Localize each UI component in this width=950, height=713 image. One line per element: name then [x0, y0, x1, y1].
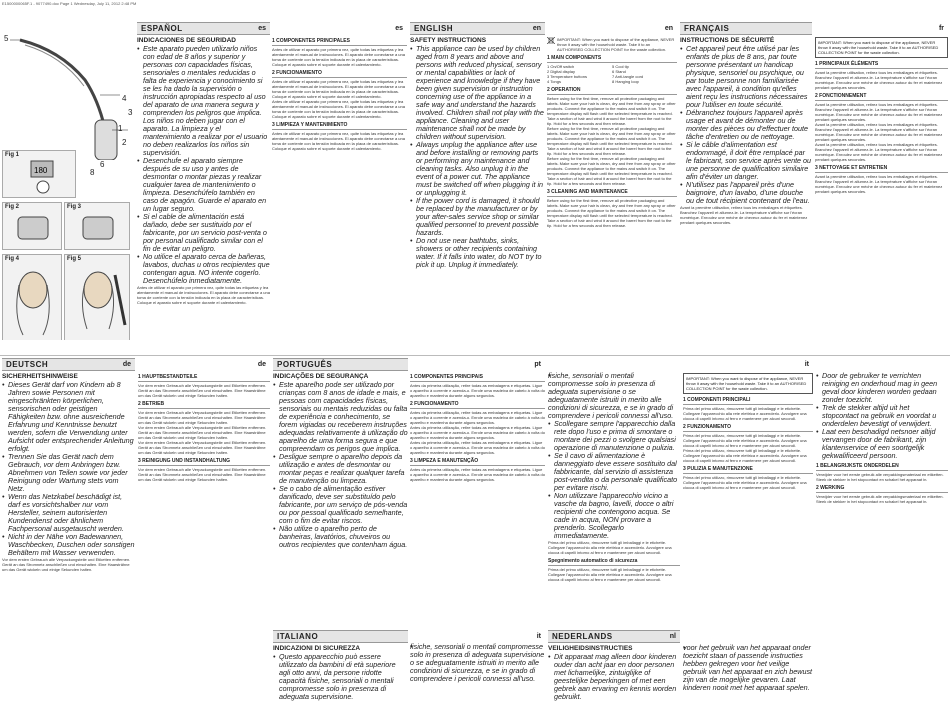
fr-bullet-2: • Débranchez toujours l'appareil après usage et avant de démonter ou de monter des pièces ou d'effectuer toute tâche d'entretien ou de nettoyage.: [680, 109, 812, 141]
svg-text:180: 180: [34, 166, 48, 175]
en-bullets: [410, 45, 545, 269]
en-sub1: 1 MAIN COMPONENTS: [547, 55, 677, 63]
es-column: [137, 22, 270, 340]
callout-1: 1: [118, 124, 123, 133]
es-sub3: 3 LIMPIEZA Y MANTENIMIENTO: [272, 122, 407, 130]
fr-ops-text-4: Avant la première utilisation, retirez tous les emballages et étiquettes. Branchez l'appareil et allumez-le. La température s'affiche sur l'écran numérique. Enroulez une mèche de cheveux autour du fer et maintenez pendant quelques secondes.: [815, 122, 943, 142]
de-sub1: 1 HAUPTBESTANDTEILE: [138, 374, 270, 382]
en-column: [410, 22, 545, 340]
fr-column: [680, 22, 812, 340]
de-sub3: 3 REINIGUNG UND INSTANDHALTUNG: [138, 458, 270, 466]
es-ops-text-2: Antes de utilizar el aparato por primera vez, quite todas las etiquetas y lea atentamente el manual de instrucciones. El aparato debe conectarse a una toma de corriente con la tensión indicada en la placa de características. Coloque el aparato sobre el soporte durante el calentamiento.: [272, 47, 405, 67]
nl-cont-bullet-1: • voor het gebruik van het apparaat onder toezicht staan of passende instructies hebben gekregen voor het veilige gebruik van het apparaat en zich bewust zijn van de mogelijke gevaren. Laat kinderen nooit met het apparaat spelen.: [683, 644, 813, 692]
fr-bullets: [680, 45, 812, 205]
de-sub2: 2 BETRIEB: [138, 401, 270, 409]
it-cont-bullet-3: • Se il cavo di alimentazione è danneggiato deve essere sostituito dal fabbricante, dal servizio di assistenza post-vendita o da personale qualificato per evitare rischi.: [548, 452, 680, 492]
en-ops-text-2: Before using for the first time, remove all protective packaging and labels. Make sure your hair is clean, dry and free from any spray or other products. Connect the appliance to the mains and switch it on. The temperature display will flash until the selected temperature is reached. Take a section of hair and wind it around the barrel from the root to the tip. Hold for a few seconds and then release.: [547, 126, 676, 156]
es-ops-text-4: Antes de utilizar el aparato por primera vez, quite todas las etiquetas y lea atentamente el manual de instrucciones. El aparato debe conectarse a una toma de corriente con la tensión indicada en la placa de características. Coloque el aparato sobre el soporte durante el calentamiento.: [272, 99, 405, 119]
de-bullet-1: • Dieses Gerät darf von Kindern ab 8 Jahren sowie Personen mit eingeschränkten körperlichen, sensorischen oder geistigen Fähigkeiten bzw. ohne ausreichende Erfahrung und Kenntnisse benutzt werden, sofern die Verwendung unter Aufsicht oder entsprechender Anleitung erfolgt.: [2, 381, 135, 453]
pt-continuation-column: pt 1 COMPONENTES PRINCIPAIS Antes da primeira utilização, retire todas as embalagens e etiquetas. Ligue o aparelho à corrente e acenda-o. Enrole uma madeixa de cabelo à volta do aparelho e mantenha durante alguns segundos. 2 FUNCIONAMENTO Antes da primeira utilização, retire todas as embalagens e etiquetas. Ligue o aparelho à corrente e acenda-o. Enrole uma madeixa de cabelo à volta do aparelho e mantenha durante alguns segundos. Antes da primeira utilização, retire todas as embalagens e etiquetas. Ligue o aparelho à corrente e acenda-o. Enrole uma madeixa de cabelo à volta do aparelho e mantenha durante alguns segundos. Antes da primeira utilização, retire todas as embalagens e etiquetas. Ligue o aparelho à corrente e acenda-o. Enrole uma madeixa de cabelo à volta do aparelho e mantenha durante alguns segundos. 3 LIMPEZA E MANUTENÇÃO Antes da primeira utilização, retire todas as embalagens e etiquetas. Ligue o aparelho à corrente e acenda-o. Enrole uma madeixa de cabelo à volta do aparelho e mantenha durante alguns segundos.: [410, 358, 545, 628]
de-ops-text: Vor dem ersten Gebrauch alle Verpackungsteile und Etiketten entfernen. Gerät an das Stromnetz anschließen und einschalten. Eine Haarsträhne um das Gerät wickeln und einige Sekunden halten.: [2, 557, 131, 572]
pt-ops-text-4: Antes da primeira utilização, retire todas as embalagens e etiquetas. Ligue o aparelho à corrente e acenda-o. Enrole uma madeixa de cabelo à volta do aparelho e mantenha durante alguns segundos.: [410, 440, 545, 455]
callout-5: 5: [4, 34, 9, 43]
de-bullet-4: • Nicht in der Nähe von Badewannen, Waschbecken, Duschen oder sonstigen Behältern mit Wasser verwenden.: [2, 533, 135, 557]
callout-8: 8: [90, 168, 95, 177]
en-ops-text: Before using for the first time, remove all protective packaging and labels. Make sure your hair is clean, dry and free from any spray or other products. Connect the appliance to the mains and switch it on. The temperature display will flash until the selected temperature is reached. Take a section of hair and wind it around the barrel from the root to the tip. Hold for a few seconds and then release.: [547, 96, 676, 126]
de-bullets: [2, 381, 135, 557]
de-ops-text-4: Vor dem ersten Gebrauch alle Verpackungsteile und Etiketten entfernen. Gerät an das Stromnetz anschließen und einschalten. Eine Haarsträhne um das Gerät wickeln und einige Sekunden halten.: [138, 425, 267, 440]
it-column: [273, 630, 408, 711]
nl-bullet-1: • Dit apparaat mag alleen door kinderen ouder dan acht jaar en door personen met lichamelijke, zintuiglijke of geestelijke beperkingen of met een gebrek aan ervaring en kennis worden gebruikt.: [548, 653, 680, 701]
fr-ops-text: Avant la première utilisation, retirez tous les emballages et étiquettes. Branchez l'appareil et allumez-le. La température s'affiche sur l'écran numérique. Enroulez une mèche de cheveux autour du fer et maintenez pendant quelques secondes.: [680, 205, 808, 225]
fr-sub1: 1 PRINCIPAUX ÉLÉMENTS: [815, 61, 948, 69]
fr-section-title: INSTRUCTIONS DE SÉCURITÉ: [680, 37, 775, 44]
de-column: [2, 358, 135, 711]
pt-ops-text-5: Antes da primeira utilização, retire todas as embalagens e etiquetas. Ligue o aparelho à corrente e acenda-o. Enrole uma madeixa de cabelo à volta do aparelho e mantenha durante alguns segundos.: [410, 467, 545, 482]
nl-bullet-2: • Door de gebruiker te verrichten reiniging en onderhoud mag in geen geval door kinderen worden gedaan zonder toezicht.: [816, 372, 948, 404]
fr-ops-text-2: Avant la première utilisation, retirez tous les emballages et étiquettes. Branchez l'appareil et allumez-le. La température s'affiche sur l'écran numérique. Enroulez une mèche de cheveux autour du fer et maintenez pendant quelques secondes.: [815, 70, 943, 90]
pt-bullet-4: • Não utilize o aparelho perto de banheiras, lavatórios, chuveiros ou outros recipientes que contenham água.: [273, 525, 408, 549]
de-bullet-3: • Wenn das Netzkabel beschädigt ist, darf es vorsichtshalber nur vom Hersteller, seinem autorisierten Kundendienst oder ähnlichem Fachpersonal ausgetauscht werden.: [2, 493, 135, 533]
pt-bullet-1: • Este aparelho pode ser utilizado por crianças com 8 anos de idade e mais, e pessoas com capacidades físicas, sensoriais ou mentais reduzidas ou falta de experiência e conhecimento, se forem vigiadas ou receberem instruções adequadas relativamente à utilização do aparelho de uma forma segura e que compreendam os perigos que implica.: [273, 381, 408, 453]
de-ops-text-5: Vor dem ersten Gebrauch alle Verpackungsteile und Etiketten entfernen. Gerät an das Stromnetz anschließen und einschalten. Eine Haarsträhne um das Gerät wickeln und einige Sekunden halten.: [138, 440, 267, 455]
en-bullet-2: • Always unplug the appliance after use and before installing or removing parts or performing any maintenance and cleaning tasks. Also unplug it in the event of a power cut. The appliance must be switched off when plugging it in or unplugging it.: [410, 141, 545, 197]
de-continuation-column: de 1 HAUPTBESTANDTEILE Vor dem ersten Gebrauch alle Verpackungsteile und Etiketten entfernen. Gerät an das Stromnetz anschließen und einschalten. Eine Haarsträhne um das Gerät wickeln und einige Sekunden halten. 2 BETRIEB Vor dem ersten Gebrauch alle Verpackungsteile und Etiketten entfernen. Gerät an das Stromnetz anschließen und einschalten. Eine Haarsträhne um das Gerät wickeln und einige Sekunden halten. Vor dem ersten Gebrauch alle Verpackungsteile und Etiketten entfernen. Gerät an das Stromnetz anschließen und einschalten. Eine Haarsträhne um das Gerät wickeln und einige Sekunden halten. Vor dem ersten Gebrauch alle Verpackungsteile und Etiketten entfernen. Gerät an das Stromnetz anschließen und einschalten. Eine Haarsträhne um das Gerät wickeln und einige Sekunden halten. 3 REINIGUNG UND INSTANDHALTUNG Vor dem ersten Gebrauch alle Verpackungsteile und Etiketten entfernen. Gerät an das Stromnetz anschließen und einschalten. Eine Haarsträhne um das Gerät wickeln und einige Sekunden halten.: [138, 358, 270, 711]
es-header: ESPAÑOL es: [137, 22, 270, 35]
es-ops-text-3: Antes de utilizar el aparato por primera vez, quite todas las etiquetas y lea atentamente el manual de instrucciones. El aparato debe conectarse a una toma de corriente con la tensión indicada en la placa de características. Coloque el aparato sobre el soporte durante el calentamiento.: [272, 79, 405, 99]
fr-ops-text-6: Avant la première utilisation, retirez tous les emballages et étiquettes. Branchez l'appareil et allumez-le. La température s'affiche sur l'écran numérique. Enroulez une mèche de cheveux autour du fer et maintenez pendant quelques secondes.: [815, 174, 943, 194]
nl-section-title: VEILIGHEIDSINSTRUCTIES: [548, 645, 633, 652]
figure-5: Fig 5: [64, 254, 130, 340]
pt-bullets: [273, 381, 408, 549]
it-cont-bullet-4: • Non utilizzare l'apparecchio vicino a vasche da bagno, lavelli, docce o altri recipienti che contengono acqua. Se cade in acqua, NON provare a prenderlo. Scollegarlo immediatamente.: [548, 492, 680, 540]
en-header: ENGLISH en: [410, 22, 545, 35]
figure-2: Fig 2: [2, 202, 62, 250]
en-continuation-column: en IMPORTANT: When you want to dispose of the appliance, NEVER throw it away with the household waste. Take it to an AUTHORISED COLLECTION POINT for the waste collection. 1 MAIN COMPONENTS 1 On/Off switch 5 Cool tip 2 Digital display 6 Stand 3 Temperature buttons 7 Anti-tangle cord 4 Tongs 8 Hanging loop 2 OPERATION Before using for the first time, remove all protective packaging and labels. Make sure your hair is clean, dry and free from any spray or other products. Connect the appliance to the mains and switch it on. The temperature display will flash until the selected temperature is reached. Take a section of hair and wind it around the barrel from the root to the tip. Hold for a few seconds and then release. Before using for the first time, remove all protective packaging and labels. Make sure your hair is clean, dry and free from any spray or other products. Connect the appliance to the mains and switch it on. The temperature display will flash until the selected temperature is reached. Take a section of hair and wind it around the barrel from the root to the tip. Hold for a few seconds and then release. Before using for the first time, remove all protective packaging and labels. Make sure your hair is clean, dry and free from any spray or other products. Connect the appliance to the mains and switch it on. The temperature display will flash until the selected temperature is reached. Take a section of hair and wind it around the barrel from the root to the tip. Hold for a few seconds and then release. 3 CLEANING AND MAINTENANCE Before using for the first time, remove all protective packaging and labels. Make sure your hair is clean, dry and free from any spray or other products. Connect the appliance to the mains and switch it on. The temperature display will flash until the selected temperature is reached. Take a section of hair and wind it around the barrel from the root to the tip. Hold for a few seconds and then release.: [547, 22, 677, 340]
figure-4: Fig 4: [2, 254, 62, 340]
it-bullet-1: • Questo apparecchio può essere utilizzato da bambini di età superiore agli otto anni, da persone ridotte capacità fisiche, sensoriali o mentali compromesse solo in presenza di adeguata supervisione.: [273, 653, 408, 701]
pt-bullet-2: • Desligue sempre o aparelho depois da utilização e antes de desmontar ou montar peças e realizar qualquer tarefa de manutenção ou limpeza.: [273, 453, 408, 485]
it-bullets: [273, 653, 408, 701]
it-cont-bullets: [548, 358, 680, 540]
nl-ops-text: Verwijder voor het eerste gebruik alle verpakkingsmateriaal en etiketten. Steek de stekker in het stopcontact en schakel het apparaat in.: [816, 472, 944, 482]
it-ops-text-2: Prima del primo utilizzo, rimuovere tutti gli imballaggi e le etichette. Collegare l'apparecchio alla rete elettrica e accenderlo. Avvolgere una ciocca di capelli intorno al ferro e mantenere per alcuni secondi.: [548, 567, 672, 582]
pt-ops-text: Antes da primeira utilização, retire todas as embalagens e etiquetas. Ligue o aparelho à corrente e acenda-o. Enrole uma madeixa de cabelo à volta do aparelho e mantenha durante alguns segundos.: [410, 383, 545, 398]
pt-column: [273, 358, 408, 628]
nl-bullets: [548, 653, 680, 701]
es-bullet-1: • Este aparato pueden utilizarlo niños con edad de 8 años y superior y personas con capacidades físicas, sensoriales o mentales reducidas o falta de experiencia y conocimiento si se les ha dado la supervisión o instrucción apropiadas respecto al uso del aparato de una manera segura y comprenden los peligros que implica. Los niños no deben jugar con el aparato. La limpieza y el mantenimiento a realizar por el usuario no deben realizarlos los niños sin supervisión.: [137, 45, 270, 157]
en-ops-text-3: Before using for the first time, remove all protective packaging and labels. Make sure your hair is clean, dry and free from any spray or other products. Connect the appliance to the mains and switch it on. The temperature display will flash until the selected temperature is reached. Take a section of hair and wind it around the barrel from the root to the tip. Hold for a few seconds and then release.: [547, 156, 676, 186]
curling-iron-illustration: [0, 10, 135, 160]
pt-header: PORTUGUÊS: [273, 358, 408, 371]
pt-ops-text-3: Antes da primeira utilização, retire todas as embalagens e etiquetas. Ligue o aparelho à corrente e acenda-o. Enrole uma madeixa de cabelo à volta do aparelho e mantenha durante alguns segundos.: [410, 425, 545, 440]
nl-right-bullets: [816, 358, 948, 460]
it-sub3: 3 PULIZIA E MANUTENZIONE: [683, 466, 813, 474]
figure-1: Fig 1 180: [2, 150, 76, 198]
en-ops-text-4: Before using for the first time, remove all protective packaging and labels. Make sure your hair is clean, dry and free from any spray or other products. Connect the appliance to the mains and switch it on. The temperature display will flash until the selected temperature is reached. Take a section of hair and wind it around the barrel from the root to the tip. Hold for a few seconds and then release.: [547, 198, 676, 228]
en-bullet-1: • This appliance can be used by children aged from 8 years and above and persons with reduced physical, sensory or mental capabilities or lack of experience and knowledge if they have been given supervision or instruction concerning use of the appliance in a safe way and understand the hazards involved. Children shall not play with the appliance. Cleaning and user maintenance shall not be made by children without supervision.: [410, 45, 545, 141]
pt-sub2: 2 FUNCIONAMENTO: [410, 401, 545, 409]
nl-column: [548, 630, 680, 711]
fr-sub2: 2 FONCTIONNEMENT: [815, 93, 948, 101]
de-bullet-2: • Trennen Sie das Gerät nach dem Gebrauch, vor dem Anbringen bzw. Abnehmen von Teilen sowie vor jeder Reinigung oder Wartung stets vom Netz.: [2, 453, 135, 493]
pt-section-title: INDICAÇÕES DE SEGURANÇA: [273, 373, 369, 380]
callout-2: 2: [122, 138, 127, 147]
it-bullet-cont: • fisiche, sensoriali o mentali compromesse solo in presenza di adeguata supervisione o se adeguatamente istruiti in merito alle condizioni di sicurezza, e se in grado di comprendere i pericoli connessi all'uso.: [410, 643, 545, 683]
it-ops-text-6: Prima del primo utilizzo, rimuovere tutti gli imballaggi e le etichette. Collegare l'apparecchio alla rete elettrica e accenderlo. Avvolgere una ciocca di capelli intorno al ferro e mantenere per alcuni secondi.: [683, 475, 807, 490]
es-sub1: 1 COMPONENTES PRINCIPALES: [272, 38, 407, 46]
fr-sub3: 3 NETTOYAGE ET ENTRETIEN: [815, 165, 948, 173]
it-ops-text-5: Prima del primo utilizzo, rimuovere tutti gli imballaggi e le etichette. Collegare l'apparecchio alla rete elettrica e accenderlo. Avvolgere una ciocca di capelli intorno al ferro e mantenere per alcuni secondi.: [683, 448, 807, 463]
it-sub1: 1 COMPONENTI PRINCIPALI: [683, 397, 813, 405]
fr-bullet-1: • Cet appareil peut être utilisé par les enfants de plus de 8 ans, par toute personne présentant un handicap physique, sensoriel ou psychique, ou par toute personne non familiarisée avec l'appareil, à condition qu'elles aient reçu les instructions nécessaires pour l'utiliser en toute sécurité.: [680, 45, 812, 109]
it-cont-bullet-2: • Scollegare sempre l'apparecchio dalla rete dopo l'uso e prima di smontare o montare dei pezzi o svolgere qualsiasi operazione di manutenzione o pulizia.: [548, 420, 680, 452]
callout-3: 3: [128, 108, 133, 117]
it-ops-text: Prima del primo utilizzo, rimuovere tutti gli imballaggi e le etichette. Collegare l'apparecchio alla rete elettrica e accenderlo. Avvolgere una ciocca di capelli intorno al ferro e mantenere per alcuni secondi.: [548, 540, 672, 555]
en-bullet-3: • If the power cord is damaged, it should be replaced by the manufacturer or by your after-sales service shop or similar qualified personnel to prevent possible hazards.: [410, 197, 545, 237]
fr-ops-text-5: Avant la première utilisation, retirez tous les emballages et étiquettes. Branchez l'appareil et allumez-le. La température s'affiche sur l'écran numérique. Enroulez une mèche de cheveux autour du fer et maintenez pendant quelques secondes.: [815, 142, 943, 162]
de-section-title: SICHERHEITSHINWEISE: [2, 373, 78, 380]
pt-bullet-3: • Se o cabo de alimentação estiver danificado, deve ser substituído pelo fabricante, por um serviço de pós-venda ou por pessoal qualificado semelhante, com o fim de evitar riscos.: [273, 485, 408, 525]
es-section-title: INDICACIONES DE SEGURIDAD: [137, 37, 236, 44]
nl-sub1: 1 BELANGRIJKSTE ONDERDELEN: [816, 463, 948, 471]
print-header: E1500000065F.1 - 9077490.doc Page 1 Wednesday, July 11, 2012 2:48 PM: [2, 1, 137, 6]
fr-bullet-4: • N'utilisez pas l'appareil près d'une baignoire, d'un lavabo, d'une douche ou de tout récipient contenant de l'eau.: [680, 181, 812, 205]
de-header: DEUTSCH de: [2, 358, 135, 371]
de-ops-text-2: Vor dem ersten Gebrauch alle Verpackungsteile und Etiketten entfernen. Gerät an das Stromnetz anschließen und einschalten. Eine Haarsträhne um das Gerät wickeln und einige Sekunden halten.: [138, 383, 267, 398]
nl-header: NEDERLANDS nl: [548, 630, 680, 643]
fr-header: FRANÇAIS: [680, 22, 812, 35]
es-bullets: [137, 45, 270, 285]
en-bullet-4: • Do not use near bathtubs, sinks, showers or other recipients containing water. If it falls into water, do NOT try to pick it up. Unplug it immediately.: [410, 237, 545, 269]
es-bullet-3: • Si el cable de alimentación está dañado, debe ser sustituido por el fabricante, por un servicio post-venta o por personal cualificado similar con el fin de evitar un peligro.: [137, 213, 270, 253]
en-section-title: SAFETY INSTRUCTIONS: [410, 37, 487, 44]
nl-continuation-bottom: [683, 630, 813, 711]
es-sub2: 2 FUNCIONAMIENTO: [272, 70, 407, 78]
nl-ops-text-2: Verwijder voor het eerste gebruik alle verpakkingsmateriaal en etiketten. Steek de stekker in het stopcontact en schakel het apparaat in.: [816, 494, 944, 504]
it-ops-text-4: Prima del primo utilizzo, rimuovere tutti gli imballaggi e le etichette. Collegare l'apparecchio alla rete elettrica e accenderlo. Avvolgere una ciocca di capelli intorno al ferro e mantenere per alcuni secondi.: [683, 433, 807, 448]
es-bullet-4: • No utilice el aparato cerca de bañeras, lavabos, duchas u otros recipientes que contengan agua. NO intente cogerlo. Desenchúfelo inmediatamente.: [137, 253, 270, 285]
nl-bullet-4: • Laat een beschadigd netsnoer altijd vervangen door de fabrikant, zijn klantenservice of een soortgelijk gekwalificeerd persoon.: [816, 428, 948, 460]
it-section-title: INDICAZIONI DI SICUREZZA: [273, 645, 361, 652]
it-continuation-top: it • fisiche, sensoriali o mentali compromesse solo in presenza di adeguata supervisione o se adeguatamente istruiti in merito alle condizioni di sicurezza, e se in grado di comprendere i pericoli connessi all'uso.: [410, 630, 545, 711]
fr-bullet-3: • Si le câble d'alimentation est endommagé, il doit être remplacé par le fabricant, son service après vente ou une personne de qualification similaire afin d'éviter un danger.: [680, 141, 812, 181]
crossed-bin-icon: [547, 37, 555, 44]
en-components-list: 1 On/Off switch 5 Cool tip 2 Digital display 6 Stand 3 Temperature buttons 7 Anti-tangle cord 4 Tongs 8 Hanging loop: [547, 64, 644, 84]
it-header: ITALIANO: [273, 630, 408, 643]
figure-3: Fig 3: [64, 202, 130, 250]
callout-4: 4: [122, 94, 127, 103]
en-sub2: 2 OPERATION: [547, 87, 677, 95]
en-recycle-warning: IMPORTANT: When you want to dispose of the appliance, NEVER throw it away with the household waste. Take it to an AUTHORISED COLLECTION POINT for the waste collection.: [547, 37, 677, 52]
it-recycle-warning: IMPORTANT: When you want to dispose of the appliance, NEVER throw it away with the household waste. Take it to an AUTHORISED COLLECTION POINT for the waste collection.: [683, 373, 813, 394]
page-fold-line: [0, 355, 950, 356]
it-cont-bullet-1: • fisiche, sensoriali o mentali compromesse solo in presenza di adeguata supervisione o se adeguatamente istruiti in merito alle condizioni di sicurezza, e se in grado di comprendere i pericoli connessi all'uso.: [548, 372, 680, 420]
de-ops-text-3: Vor dem ersten Gebrauch alle Verpackungsteile und Etiketten entfernen. Gerät an das Stromnetz anschließen und einschalten. Eine Haarsträhne um das Gerät wickeln und einige Sekunden halten.: [138, 410, 267, 425]
es-ops-text-5: Antes de utilizar el aparato por primera vez, quite todas las etiquetas y lea atentamente el manual de instrucciones. El aparato debe conectarse a una toma de corriente con la tensión indicada en la placa de características. Coloque el aparato sobre el soporte durante el calentamiento.: [272, 131, 405, 151]
fr-recycle-warning: IMPORTANT: When you want to dispose of the appliance, NEVER throw it away with the household waste. Take it to an AUTHORISED COLLECTION POINT for the waste collection.: [815, 37, 948, 58]
callout-6: 6: [100, 160, 105, 169]
pt-sub3: 3 LIMPEZA E MANUTENÇÃO: [410, 458, 545, 466]
es-bullet-2: • Desenchufe el aparato siempre después de su uso y antes de desmontar o montar piezas y realizar cualquier tarea de mantenimiento o limpieza. Desenchúfelo también en caso de apagón. Guarde el aparato en un lugar seguro.: [137, 157, 270, 213]
it-auto-off: Spegnimento automatico di sicurezza: [548, 558, 680, 566]
en-sub3: 3 CLEANING AND MAINTENANCE: [547, 189, 677, 197]
nl-right-column: [816, 358, 948, 711]
figures-column: [0, 10, 135, 340]
it-continuation-column: it IMPORTANT: When you want to dispose of the appliance, NEVER throw it away with the household waste. Take it to an AUTHORISED COLLECTION POINT for the waste collection. 1 COMPONENTI PRINCIPALI Prima del primo utilizzo, rimuovere tutti gli imballaggi e le etichette. Collegare l'apparecchio alla rete elettrica e accenderlo. Avvolgere una ciocca di capelli intorno al ferro e mantenere per alcuni secondi. 2 FUNZIONAMENTO Prima del primo utilizzo, rimuovere tutti gli imballaggi e le etichette. Collegare l'apparecchio alla rete elettrica e accenderlo. Avvolgere una ciocca di capelli intorno al ferro e mantenere per alcuni secondi. Prima del primo utilizzo, rimuovere tutti gli imballaggi e le etichette. Collegare l'apparecchio alla rete elettrica e accenderlo. Avvolgere una ciocca di capelli intorno al ferro e mantenere per alcuni secondi. 3 PULIZIA E MANUTENZIONE Prima del primo utilizzo, rimuovere tutti gli imballaggi e le etichette. Collegare l'apparecchio alla rete elettrica e accenderlo. Avvolgere una ciocca di capelli intorno al ferro e mantenere per alcuni secondi.: [683, 358, 813, 628]
es-continuation-column: es 1 COMPONENTES PRINCIPALES Antes de utilizar el aparato por primera vez, quite todas las etiquetas y lea atentamente el manual de instrucciones. El aparato debe conectarse a una toma de corriente con la tensión indicada en la placa de características. Coloque el aparato sobre el soporte durante el calentamiento. 2 FUNCIONAMIENTO Antes de utilizar el aparato por primera vez, quite todas las etiquetas y lea atentamente el manual de instrucciones. El aparato debe conectarse a una toma de corriente con la tensión indicada en la placa de características. Coloque el aparato sobre el soporte durante el calentamiento. Antes de utilizar el aparato por primera vez, quite todas las etiquetas y lea atentamente el manual de instrucciones. El aparato debe conectarse a una toma de corriente con la tensión indicada en la placa de características. Coloque el aparato sobre el soporte durante el calentamiento. 3 LIMPIEZA Y MANTENIMIENTO Antes de utilizar el aparato por primera vez, quite todas las etiquetas y lea atentamente el manual de instrucciones. El aparato debe conectarse a una toma de corriente con la tensión indicada en la placa de características. Coloque el aparato sobre el soporte durante el calentamiento.: [272, 22, 407, 340]
pt-sub1: 1 COMPONENTES PRINCIPAIS: [410, 374, 545, 382]
de-ops-text-6: Vor dem ersten Gebrauch alle Verpackungsteile und Etiketten entfernen. Gerät an das Stromnetz anschließen und einschalten. Eine Haarsträhne um das Gerät wickeln und einige Sekunden halten.: [138, 467, 267, 482]
fr-continuation-column: fr IMPORTANT: When you want to dispose of the appliance, NEVER throw it away with the household waste. Take it to an AUTHORISED COLLECTION POINT for the waste collection. 1 PRINCIPAUX ÉLÉMENTS Avant la première utilisation, retirez tous les emballages et étiquettes. Branchez l'appareil et allumez-le. La température s'affiche sur l'écran numérique. Enroulez une mèche de cheveux autour du fer et maintenez pendant quelques secondes. 2 FONCTIONNEMENT Avant la première utilisation, retirez tous les emballages et étiquettes. Branchez l'appareil et allumez-le. La température s'affiche sur l'écran numérique. Enroulez une mèche de cheveux autour du fer et maintenez pendant quelques secondes. Avant la première utilisation, retirez tous les emballages et étiquettes. Branchez l'appareil et allumez-le. La température s'affiche sur l'écran numérique. Enroulez une mèche de cheveux autour du fer et maintenez pendant quelques secondes. Avant la première utilisation, retirez tous les emballages et étiquettes. Branchez l'appareil et allumez-le. La température s'affiche sur l'écran numérique. Enroulez une mèche de cheveux autour du fer et maintenez pendant quelques secondes. 3 NETTOYAGE ET ENTRETIEN Avant la première utilisation, retirez tous les emballages et étiquettes. Branchez l'appareil et allumez-le. La température s'affiche sur l'écran numérique. Enroulez une mèche de cheveux autour du fer et maintenez pendant quelques secondes.: [815, 22, 948, 340]
pt-ops-text-2: Antes da primeira utilização, retire todas as embalagens e etiquetas. Ligue o aparelho à corrente e acenda-o. Enrole uma madeixa de cabelo à volta do aparelho e mantenha durante alguns segundos.: [410, 410, 545, 425]
nl-bullet-3: • Trek de stekker altijd uit het stopcontact na gebruik en voordat u onderdelen bevestigt of verwijdert.: [816, 404, 948, 428]
fr-ops-text-3: Avant la première utilisation, retirez tous les emballages et étiquettes. Branchez l'appareil et allumez-le. La température s'affiche sur l'écran numérique. Enroulez une mèche de cheveux autour du fer et maintenez pendant quelques secondes.: [815, 102, 943, 122]
it-sub2: 2 FUNZIONAMENTO: [683, 424, 813, 432]
nl-sub2: 2 WERKING: [816, 485, 948, 493]
es-ops-text: Antes de utilizar el aparato por primera vez, quite todas las etiquetas y lea atentamente el manual de instrucciones. El aparato debe conectarse a una toma de corriente con la tensión indicada en la placa de características. Coloque el aparato sobre el soporte durante el calentamiento.: [137, 285, 270, 305]
it-ops-text-3: Prima del primo utilizzo, rimuovere tutti gli imballaggi e le etichette. Collegare l'apparecchio alla rete elettrica e accenderlo. Avvolgere una ciocca di capelli intorno al ferro e mantenere per alcuni secondi.: [683, 406, 807, 421]
